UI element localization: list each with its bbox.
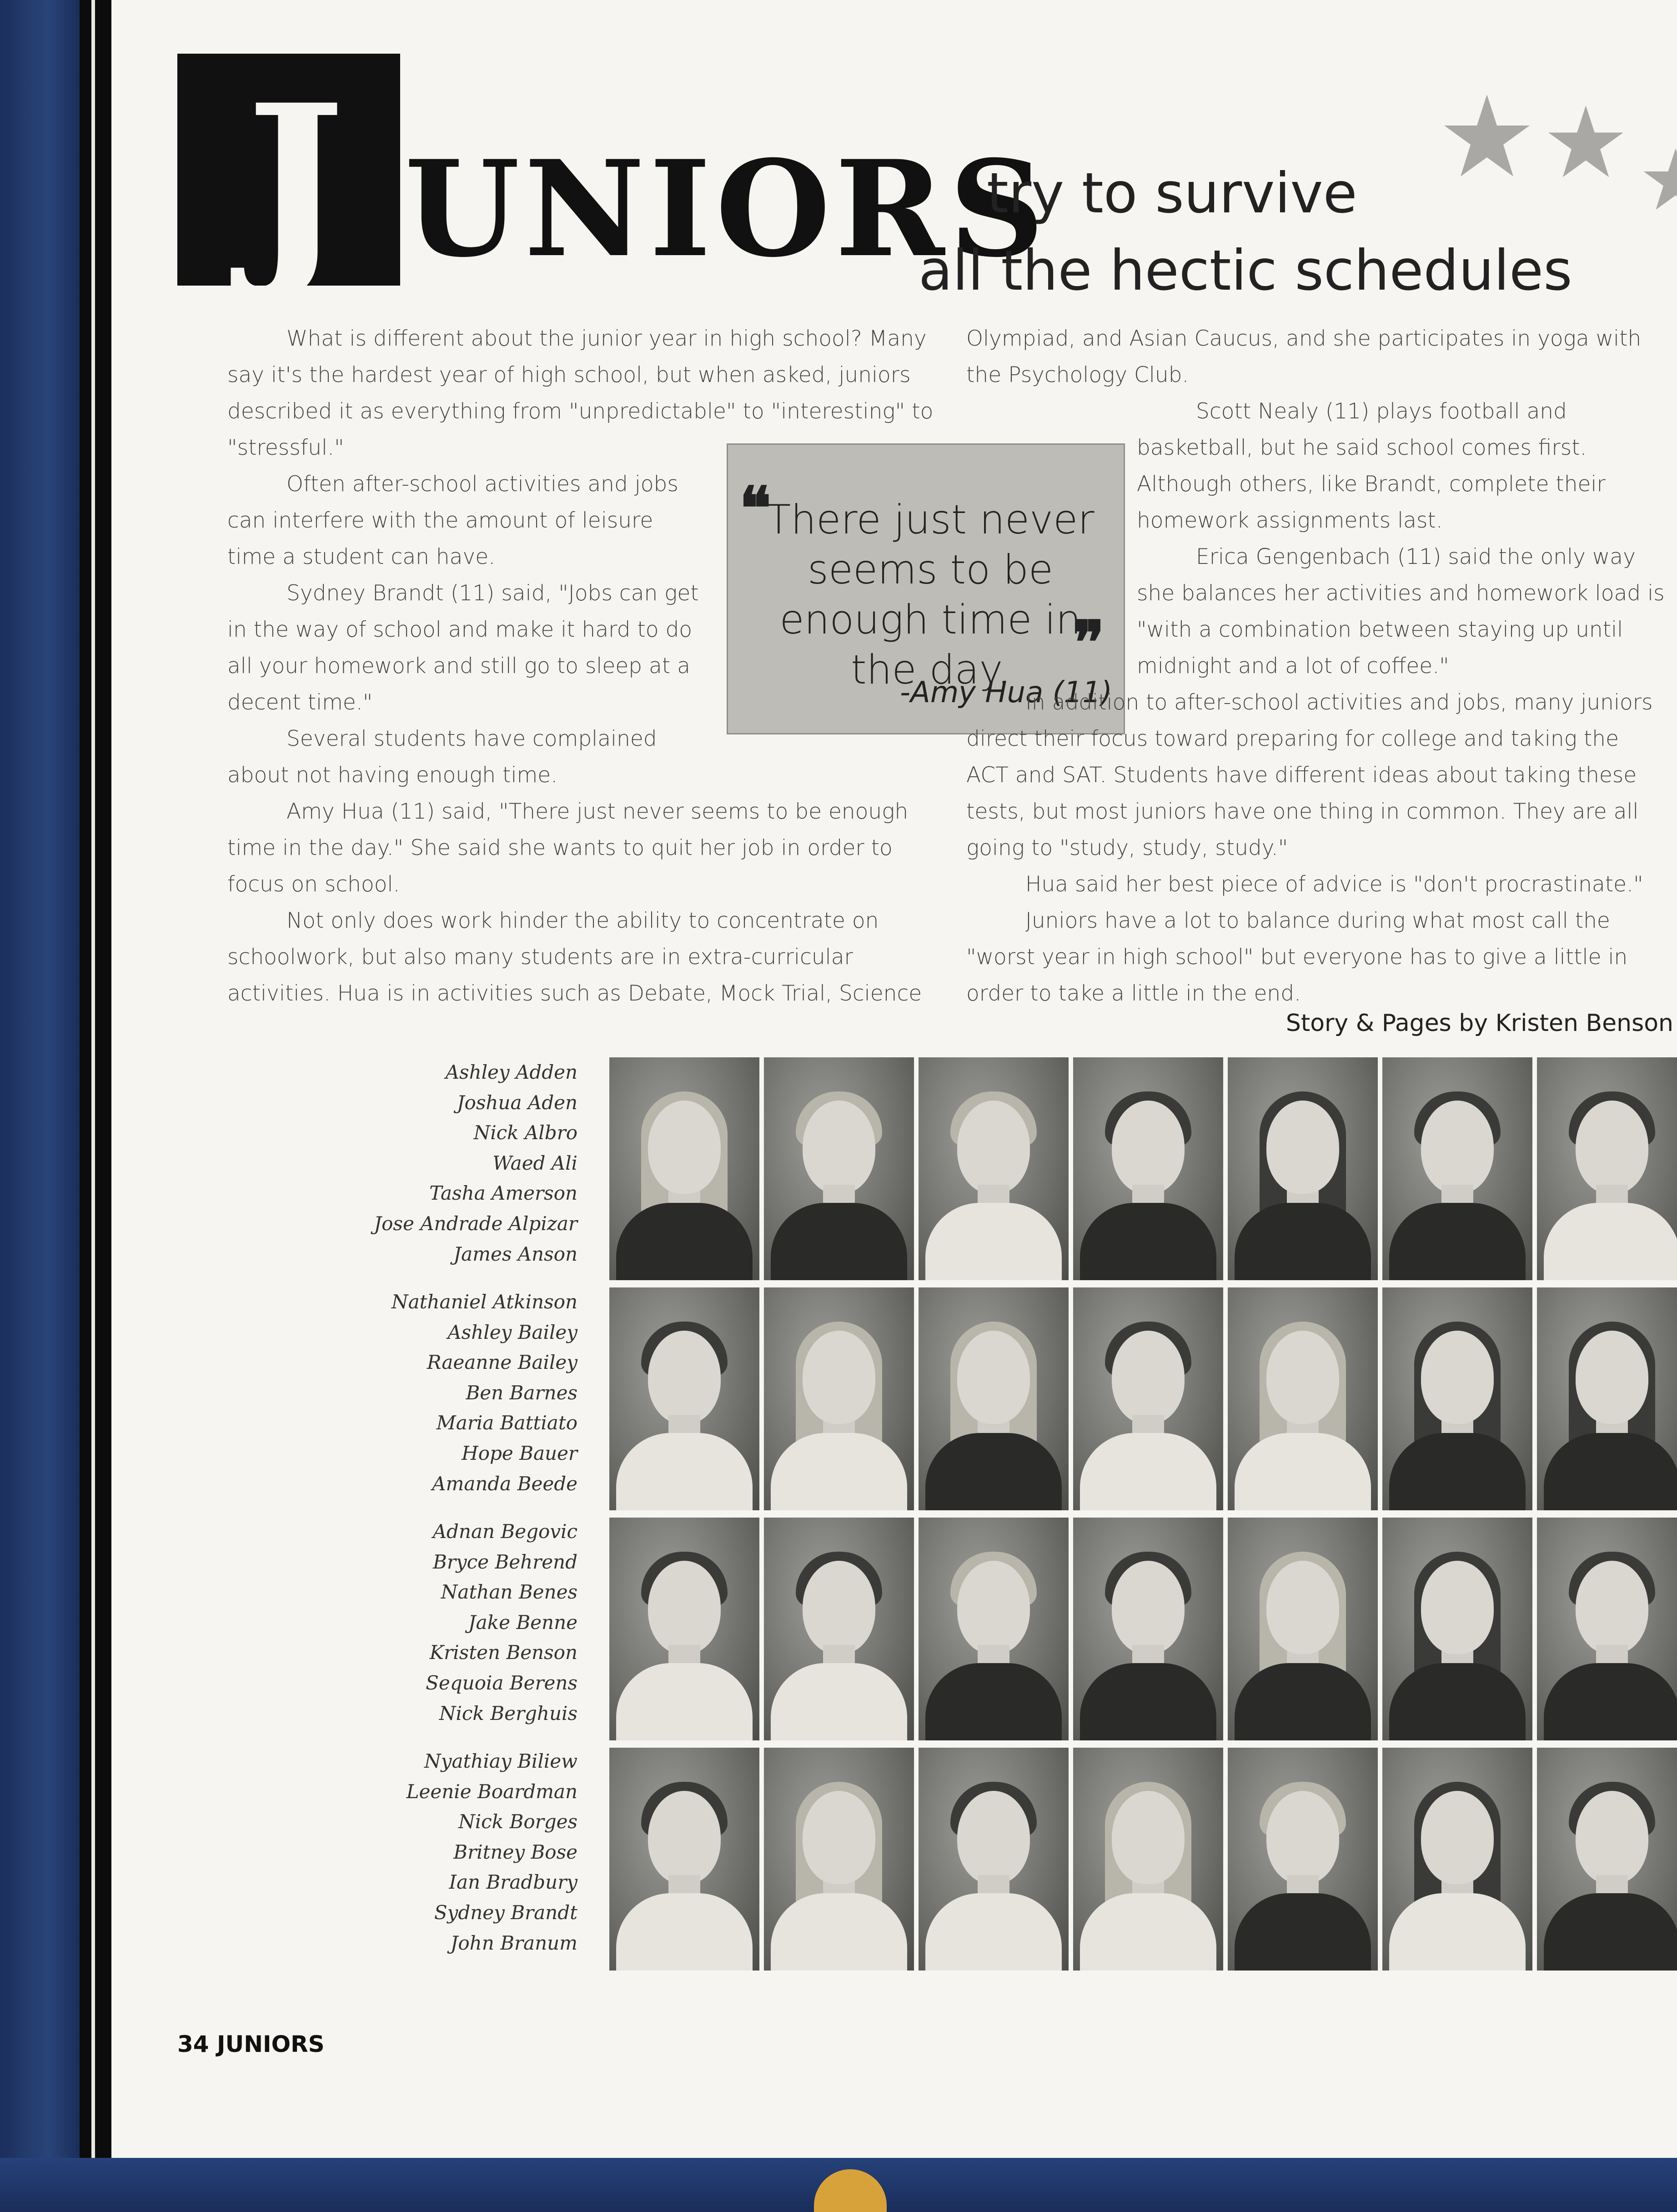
student-portrait — [1228, 1287, 1378, 1510]
name-list-row-4 — [355, 1746, 577, 1958]
portrait-shirt — [771, 1663, 907, 1740]
portrait-face — [1266, 1331, 1339, 1424]
portrait-shirt — [1235, 1663, 1371, 1740]
student-portrait — [919, 1748, 1069, 1971]
page-spine-border — [80, 0, 111, 2158]
star-icon — [1441, 91, 1532, 182]
portrait-shirt — [1544, 1433, 1677, 1510]
student-name: Sydney Brandt — [434, 1901, 577, 1924]
student-portrait — [1073, 1518, 1223, 1740]
portrait-shirt — [1544, 1203, 1677, 1280]
portrait-face — [1112, 1561, 1185, 1654]
student-name: Kristen Benson — [429, 1641, 577, 1664]
portrait-shirt — [1235, 1893, 1371, 1971]
student-portrait — [1073, 1748, 1223, 1971]
portrait-shirt — [771, 1433, 907, 1510]
open-quote-icon: ❝ — [739, 473, 771, 543]
portrait-face — [1576, 1331, 1648, 1424]
student-portrait — [919, 1287, 1069, 1510]
student-portrait — [1073, 1287, 1223, 1510]
article-column-2 — [966, 321, 1667, 1012]
student-name: Raeanne Bailey — [427, 1351, 577, 1374]
student-name: Ian Bradbury — [449, 1871, 577, 1894]
portrait-shirt — [925, 1893, 1062, 1971]
pull-quote-attribution: -Amy Hua (11) — [899, 676, 1112, 709]
portrait-shirt — [1389, 1893, 1526, 1971]
student-portrait — [1228, 1518, 1378, 1740]
pull-quote-text: There just never seems to be enough time in the day. — [766, 496, 1095, 693]
portrait-shirt — [616, 1203, 753, 1280]
student-name: Maria Battiato — [436, 1412, 577, 1434]
student-portrait — [919, 1518, 1069, 1740]
article-paragraph: Amy Hua (11) said, "There just never seems to be enough time in the day." She said she wants to quit her job in order to focus on school. — [227, 799, 909, 897]
article-paragraph: Sydney Brandt (11) said, "Jobs can get in the way of school and make it hard to do all your homework and still go to sleep at a decent time." — [227, 581, 699, 715]
name-list-row-3 — [355, 1517, 577, 1729]
portrait-face — [1266, 1791, 1339, 1884]
portrait-face — [1576, 1791, 1648, 1884]
star-icon — [1546, 102, 1626, 182]
portrait-face — [1421, 1101, 1494, 1194]
portrait-face — [648, 1331, 721, 1424]
star-icon — [1642, 146, 1677, 214]
title-word: UNIORS — [405, 132, 1049, 287]
student-name: Ashley Adden — [445, 1061, 577, 1083]
portrait-face — [1112, 1331, 1185, 1424]
portrait-grid — [609, 1057, 1677, 1974]
portrait-shirt — [616, 1663, 753, 1740]
article-paragraph: Not only does work hinder the ability to concentrate on schoolwork, but also many students are in extra-curricular activities. Hua is in activities such as Debate, Mock Trial, Science — [227, 908, 922, 1006]
student-name: Nick Berghuis — [439, 1702, 577, 1724]
portrait-face — [957, 1331, 1030, 1424]
student-name: Nyathiay Biliew — [424, 1750, 577, 1772]
student-portrait — [1382, 1748, 1532, 1971]
student-portrait — [609, 1518, 759, 1740]
close-quote-icon: ❞ — [1073, 608, 1105, 677]
portrait-shirt — [1389, 1203, 1526, 1280]
article-paragraph: Often after-school activities and jobs can interfere with the amount of leisure time a student can have. — [227, 472, 678, 569]
article-paragraph: Juniors have a lot to balance during what most call the "worst year in high school" but everyone has to give a little in order to take a little in the end. — [966, 908, 1628, 1006]
student-name: Leenie Boardman — [406, 1780, 577, 1803]
student-portrait — [1382, 1287, 1532, 1510]
portrait-face — [1421, 1331, 1494, 1424]
student-name: Nathan Benes — [441, 1581, 577, 1604]
portrait-shirt — [1080, 1663, 1216, 1740]
portrait-face — [957, 1561, 1030, 1654]
portrait-shirt — [616, 1433, 753, 1510]
portrait-shirt — [1080, 1433, 1216, 1510]
portrait-face — [803, 1101, 875, 1194]
student-portrait — [1537, 1057, 1677, 1280]
student-portrait — [609, 1748, 759, 1971]
student-portrait — [919, 1057, 1069, 1280]
portrait-shirt — [1235, 1433, 1371, 1510]
title-initial-letter: J — [246, 59, 345, 305]
article-paragraph: In addition to after-school activities and jobs, many juniors direct their focus toward preparing for college and taking the ACT and SAT. Students have different ideas about taking these tests, but most juniors have one thing in common. They are all going to "study, study, study." — [966, 690, 1653, 860]
student-name: Nick Albro — [473, 1121, 577, 1144]
portrait-face — [1421, 1791, 1494, 1884]
article-paragraph: Several students have complained about not having enough time. — [227, 726, 657, 788]
portrait-face — [1421, 1561, 1494, 1654]
student-name: Sequoia Berens — [426, 1671, 577, 1694]
student-name: James Anson — [453, 1242, 577, 1265]
portrait-shirt — [1080, 1893, 1216, 1971]
portrait-shirt — [1544, 1893, 1677, 1971]
student-name: Hope Bauer — [462, 1442, 577, 1464]
student-portrait — [1073, 1057, 1223, 1280]
portrait-face — [648, 1561, 721, 1654]
student-portrait — [609, 1287, 759, 1510]
portrait-shirt — [1544, 1663, 1677, 1740]
student-name: Tasha Amerson — [429, 1182, 577, 1205]
student-portrait — [1537, 1518, 1677, 1740]
portrait-face — [1266, 1101, 1339, 1194]
student-name: Ashley Bailey — [447, 1321, 577, 1343]
portrait-face — [957, 1791, 1030, 1884]
name-list-row-1 — [355, 1057, 577, 1269]
student-portrait — [1228, 1057, 1378, 1280]
student-portrait — [1382, 1057, 1532, 1280]
portrait-shirt — [1389, 1663, 1526, 1740]
portrait-face — [648, 1791, 721, 1884]
student-name: Jake Benne — [468, 1611, 577, 1634]
student-name: Jose Andrade Alpizar — [374, 1212, 577, 1235]
portrait-shirt — [1080, 1203, 1216, 1280]
portrait-face — [1112, 1101, 1185, 1194]
article-paragraph: Scott Nealy (11) plays football and basketball, but he said school comes first. Although others, like Brandt, complete their homework assignments last. — [1137, 399, 1606, 533]
student-name: Nick Borges — [458, 1810, 577, 1833]
portrait-shirt — [616, 1893, 753, 1971]
portrait-face — [1112, 1791, 1185, 1884]
portrait-face — [803, 1331, 875, 1424]
student-name: Adnan Begovic — [432, 1520, 577, 1543]
article-paragraph: Hua said her best piece of advice is "don't procrastinate." — [1025, 872, 1643, 897]
subtitle-line-1: try to survive — [987, 161, 1357, 226]
portrait-face — [1266, 1561, 1339, 1654]
student-portrait — [764, 1518, 914, 1740]
student-portrait — [609, 1057, 759, 1280]
article-paragraph: Olympiad, and Asian Caucus, and she participates in yoga with the Psychology Club. — [966, 326, 1642, 387]
student-name: Joshua Aden — [457, 1091, 577, 1114]
student-name: Britney Bose — [453, 1840, 577, 1863]
student-portrait — [1537, 1748, 1677, 1971]
name-list-row-2 — [355, 1287, 577, 1499]
subtitle-line-2: all the hectic schedules — [919, 238, 1572, 303]
student-name: Ben Barnes — [466, 1381, 577, 1404]
student-name: Bryce Behrend — [432, 1550, 577, 1573]
student-portrait — [764, 1748, 914, 1971]
student-portrait — [1228, 1748, 1378, 1971]
student-name: Nathaniel Atkinson — [391, 1291, 577, 1313]
portrait-shirt — [925, 1433, 1062, 1510]
student-portrait — [1382, 1518, 1532, 1740]
page-folio: 34 JUNIORS — [177, 2031, 325, 2057]
portrait-face — [1576, 1101, 1648, 1194]
student-name: Amanda Beede — [432, 1472, 577, 1495]
article-paragraph: Erica Gengenbach (11) said the only way she balances her activities and homework load is "with a combination between staying up until midnight and a lot of coffee." — [1137, 544, 1665, 679]
student-name: Waed Ali — [492, 1151, 577, 1174]
article-paragraph: What is different about the junior year in high school? Many say it's the hardest year of high school, but when asked, juniors described it as everything from "unpredictable" to "interesting" to "stressful." — [227, 326, 934, 460]
student-portrait — [764, 1287, 914, 1510]
book-cover-left — [0, 0, 80, 2212]
portrait-shirt — [1389, 1433, 1526, 1510]
portrait-face — [803, 1561, 875, 1654]
student-portrait — [1537, 1287, 1677, 1510]
portrait-face — [1576, 1561, 1648, 1654]
portrait-face — [648, 1101, 721, 1194]
portrait-shirt — [771, 1203, 907, 1280]
student-name: John Branum — [450, 1931, 577, 1954]
portrait-shirt — [925, 1203, 1062, 1280]
portrait-face — [957, 1101, 1030, 1194]
portrait-shirt — [771, 1893, 907, 1971]
byline: Story & Pages by Kristen Benson — [1285, 1010, 1673, 1037]
student-portrait — [764, 1057, 914, 1280]
portrait-shirt — [925, 1663, 1062, 1740]
portrait-shirt — [1235, 1203, 1371, 1280]
portrait-face — [803, 1791, 875, 1884]
